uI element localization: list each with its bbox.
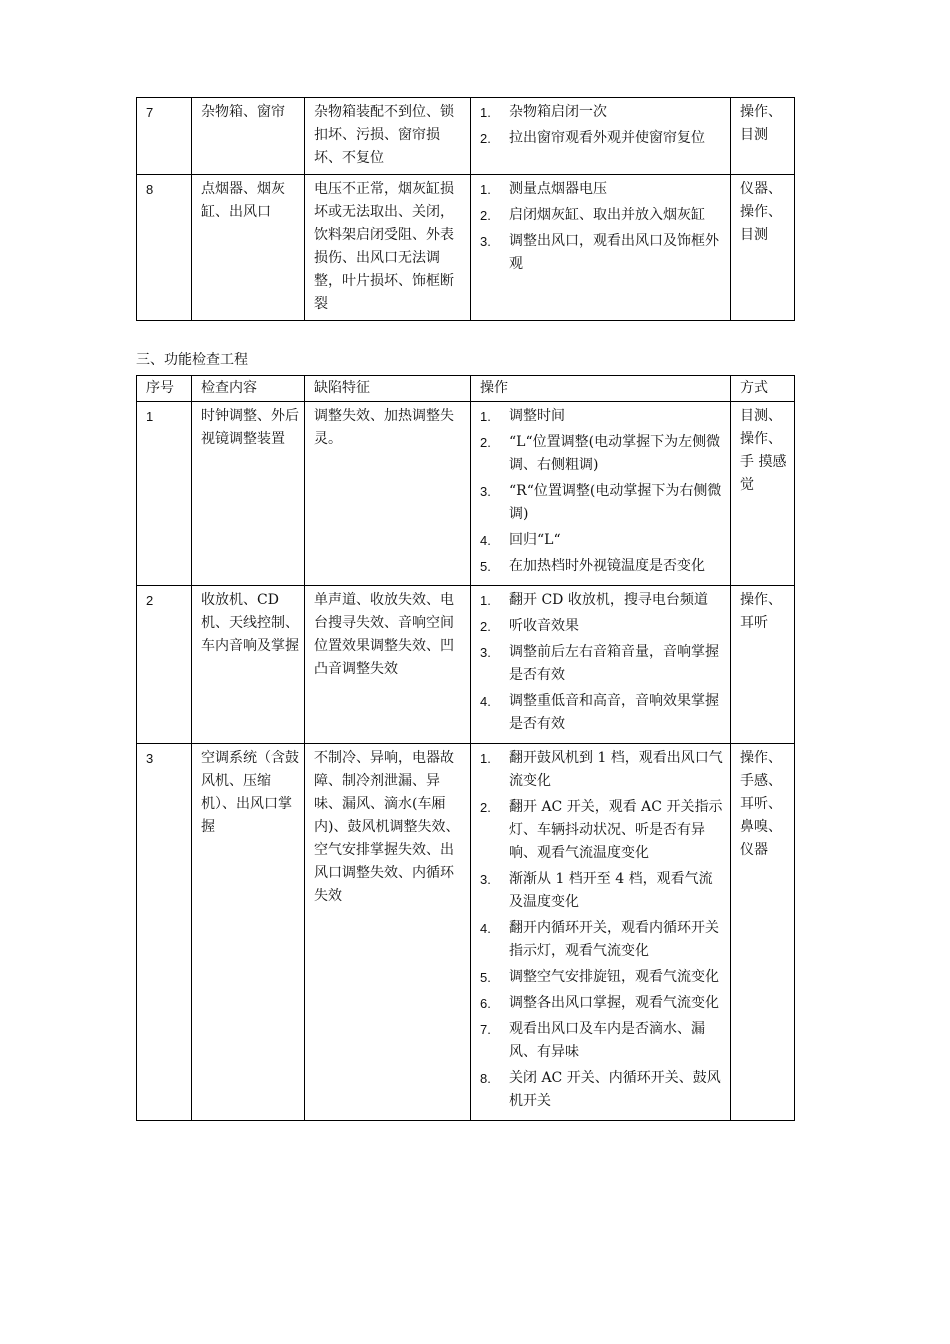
operation-cell (471, 98, 731, 175)
step-number: 3. (480, 645, 491, 660)
operation-cell (471, 586, 731, 744)
step-text: 翻开鼓风机到 1 档，观看出风口气流变化 (509, 750, 723, 789)
step-number: 4. (480, 921, 491, 936)
step-text: 观看出风口及车内是否滴水、漏风、有异味 (509, 1021, 705, 1060)
step-text: 调整出风口，观看出风口及饰框外观 (509, 233, 719, 272)
header-defect: 缺陷特征 (305, 376, 471, 402)
header-operation: 操作 (471, 376, 731, 402)
step-number: 1. (480, 751, 491, 766)
operation-step (480, 405, 725, 428)
operation-list (480, 101, 725, 150)
step-number: 8. (480, 1071, 491, 1086)
table-row (137, 98, 795, 175)
defect-description: 杂物箱装配不到位、锁扣坏、污损、窗帘损坏、不复位 (305, 98, 471, 175)
operation-step (480, 431, 725, 477)
operation-step (480, 917, 725, 963)
step-number: 2. (480, 619, 491, 634)
operation-step (480, 529, 725, 552)
step-text: 听收音效果 (509, 618, 579, 634)
step-text: 翻开 CD 收放机，搜寻电台频道 (509, 592, 708, 608)
inspection-method: 操作、目测 (731, 98, 795, 175)
step-text: 渐渐从 1 档开至 4 档，观看气流及温度变化 (509, 871, 713, 910)
operation-step (480, 101, 725, 124)
step-text: 杂物箱启闭一次 (509, 104, 607, 120)
step-number: 3. (480, 234, 491, 249)
table-row (137, 402, 795, 586)
step-number: 1. (480, 182, 491, 197)
step-text: 在加热档时外视镜温度是否变化 (509, 558, 705, 574)
step-number: 3. (480, 872, 491, 887)
step-number: 5. (480, 970, 491, 985)
step-number: 2. (480, 131, 491, 146)
step-text: “R“位置调整(电动掌握下为右侧微调) (509, 483, 722, 522)
step-number: 2. (480, 435, 491, 450)
defect-description: 不制冷、异响，电器故障、制冷剂泄漏、异味、漏风、滴水(车厢内)、鼓风机调整失效、空气安排掌握失效、出风口调整失效、内循环失效 (305, 744, 471, 1121)
defect-description: 调整失效、加热调整失灵。 (305, 402, 471, 586)
section-title: 三、功能检查工程 (136, 352, 248, 368)
operation-cell (471, 744, 731, 1121)
step-number: 2. (480, 208, 491, 223)
step-number: 2. (480, 800, 491, 815)
operation-step (480, 1067, 725, 1113)
table-header-row (137, 376, 795, 402)
step-text: 翻开内循环开关，观看内循环开关指示灯，观看气流变化 (509, 920, 719, 959)
step-text: 启闭烟灰缸、取出并放入烟灰缸 (509, 207, 705, 223)
row-number: 1 (137, 402, 192, 586)
row-number: 2 (137, 586, 192, 744)
step-text: 调整重低音和高音，音响效果掌握是否有效 (509, 693, 719, 732)
header-item: 检查内容 (192, 376, 305, 402)
step-number: 3. (480, 484, 491, 499)
step-number: 7. (480, 1022, 491, 1037)
header-no: 序号 (137, 376, 192, 402)
operation-step (480, 747, 725, 793)
header-method: 方式 (731, 376, 795, 402)
step-number: 4. (480, 533, 491, 548)
operation-step (480, 230, 725, 276)
step-text: 调整时间 (509, 408, 565, 424)
operation-step (480, 555, 725, 578)
inspection-item: 时钟调整、外后视镜调整装置 (192, 402, 305, 586)
operation-step (480, 615, 725, 638)
step-text: 拉出窗帘观看外观并使窗帘复位 (509, 130, 705, 146)
operation-list (480, 405, 725, 578)
inspection-item: 点烟器、烟灰缸、出风口 (192, 175, 305, 321)
table-row (137, 175, 795, 321)
operation-step (480, 796, 725, 865)
inspection-method: 目测、操作、手 摸感觉 (731, 402, 795, 586)
step-text: 翻开 AC 开关，观看 AC 开关指示灯、车辆抖动状况、听是否有异响、观看气流温度变化 (509, 799, 723, 861)
inspection-method: 仪器、操作、目测 (731, 175, 795, 321)
operation-step (480, 589, 725, 612)
step-text: 关闭 AC 开关、内循环开关、鼓风机开关 (509, 1070, 721, 1109)
operation-step (480, 868, 725, 914)
step-text: 测量点烟器电压 (509, 181, 607, 197)
row-number: 3 (137, 744, 192, 1121)
top-inspection-table (136, 97, 795, 321)
inspection-method: 操作、手感、耳听、鼻嗅、仪器 (731, 744, 795, 1121)
step-number: 6. (480, 996, 491, 1011)
inspection-method: 操作、耳听 (731, 586, 795, 744)
operation-list (480, 178, 725, 276)
operation-step (480, 992, 725, 1015)
defect-description: 电压不正常，烟灰缸损坏或无法取出、关闭， 饮料架启闭受阻、外表损伤、出风口无法调整，叶片损坏、饰框断裂 (305, 175, 471, 321)
operation-step (480, 204, 725, 227)
operation-step (480, 641, 725, 687)
step-number: 1. (480, 593, 491, 608)
step-number: 1. (480, 105, 491, 120)
operation-step (480, 690, 725, 736)
operation-step (480, 127, 725, 150)
row-number: 7 (137, 98, 192, 175)
defect-description: 单声道、收放失效、电台搜寻失效、音响空间位置效果调整失效、凹凸音调整失效 (305, 586, 471, 744)
operation-list (480, 747, 725, 1113)
step-number: 5. (480, 559, 491, 574)
step-number: 1. (480, 409, 491, 424)
step-text: 调整前后左右音箱音量，音响掌握是否有效 (509, 644, 719, 683)
operation-step (480, 966, 725, 989)
operation-step (480, 1018, 725, 1064)
step-text: 调整空气安排旋钮，观看气流变化 (509, 969, 719, 985)
table-row (137, 586, 795, 744)
row-number: 8 (137, 175, 192, 321)
step-text: 调整各出风口掌握，观看气流变化 (509, 995, 719, 1011)
inspection-item: 空调系统（含鼓风机、压缩机）、出风口掌握 (192, 744, 305, 1121)
inspection-item: 收放机、CD机、天线控制、车内音响及掌握 (192, 586, 305, 744)
inspection-item: 杂物箱、窗帘 (192, 98, 305, 175)
step-number: 4. (480, 694, 491, 709)
main-table-body (137, 376, 795, 1121)
operation-list (480, 589, 725, 736)
operation-cell (471, 402, 731, 586)
function-check-table (136, 375, 795, 1121)
operation-step (480, 178, 725, 201)
step-text: “L“位置调整(电动掌握下为左侧微调、右侧粗调) (509, 434, 721, 473)
step-text: 回归“L“ (509, 532, 561, 548)
operation-cell (471, 175, 731, 321)
table-row (137, 744, 795, 1121)
top-table-body (137, 98, 795, 321)
operation-step (480, 480, 725, 526)
